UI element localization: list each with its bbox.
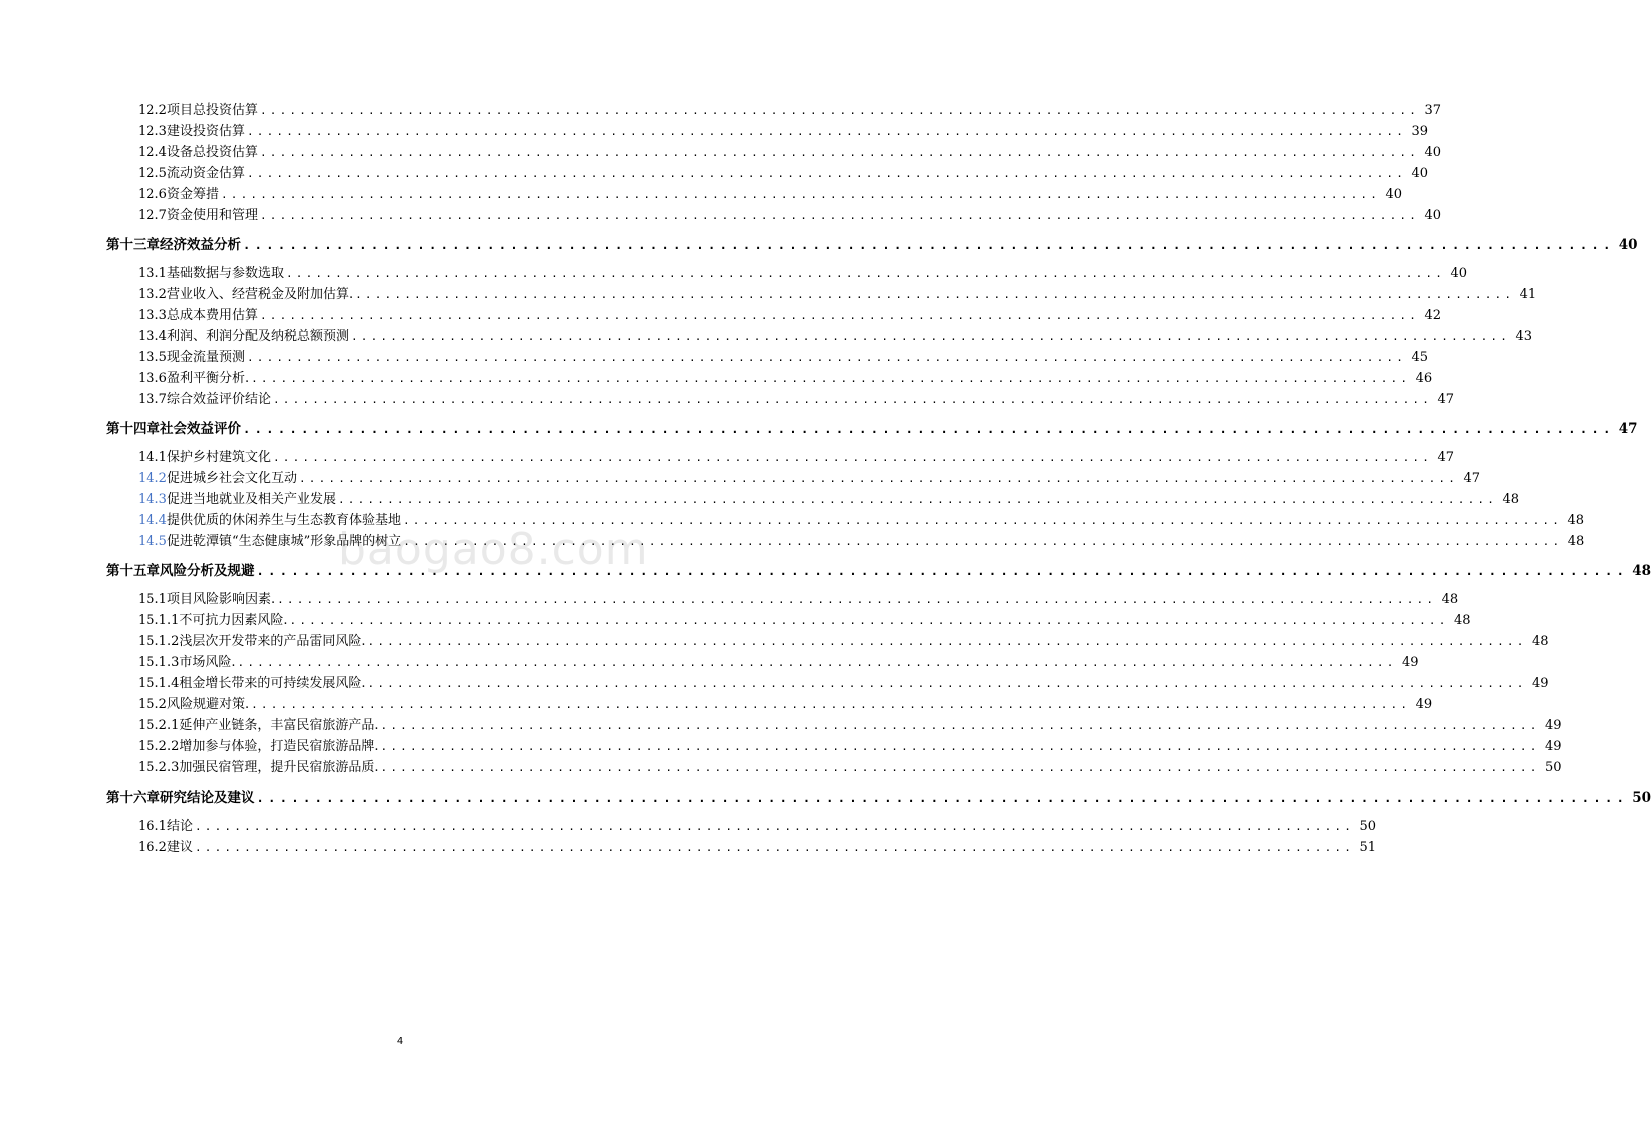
toc-entry-title: 延伸产业链条，丰富民宿旅游产品. [179, 718, 379, 733]
toc-dot-leader: ...................................................................................................................... [259, 309, 1420, 322]
toc-entry-number: 12.2 [138, 103, 167, 118]
toc-dot-leader: ...................................................................................................................... [259, 146, 1420, 159]
toc-section-entry[interactable] [138, 99, 1442, 118]
toc-section-entry[interactable] [138, 325, 1533, 344]
toc-entry-title: 租金增长带来的可持续发展风险. [179, 676, 366, 691]
toc-section-entry[interactable] [138, 120, 1429, 139]
toc-dot-leader: ...................................................................................................................... [243, 238, 1615, 252]
toc-entry-page: 48 [1454, 613, 1471, 628]
toc-entry-number: 15.2.3 [138, 760, 180, 775]
toc-entry-page: 45 [1411, 350, 1429, 365]
toc-dot-leader: ...................................................................................................................... [272, 393, 1433, 406]
toc-entry-number: 16.2 [138, 840, 167, 855]
watermark: baogao8.com [338, 524, 649, 575]
toc-section-entry[interactable] [138, 283, 1537, 302]
toc-dot-leader: ...................................................................................................................... [298, 472, 1459, 485]
toc-entry-number: 14.1 [138, 450, 167, 465]
toc-entry-number: 14.3 [138, 492, 167, 507]
toc-entry-number: 15.1.1 [138, 613, 180, 628]
toc-entry-title: 社会效益评价 [160, 421, 241, 437]
toc-entry-title: 资金筹措 [166, 187, 219, 202]
toc-section-entry[interactable] [138, 346, 1429, 365]
toc-section-entry[interactable] [138, 630, 1549, 649]
toc-entry-page: 49 [1402, 655, 1419, 670]
toc-section-entry[interactable] [138, 588, 1459, 607]
toc-entry-title: 设备总投资估算 [166, 145, 258, 160]
toc-entry-page: 47 [1437, 450, 1455, 465]
toc-section-entry[interactable] [138, 388, 1455, 407]
toc-entry-title: 促进乾潭镇“生态健康城”形象品牌的树立 [166, 534, 402, 549]
toc-entry-title: 不可抗力因素风险. [179, 613, 288, 628]
toc-entry-number: 15.1.4 [138, 676, 180, 691]
toc-dot-leader: ...................................................................................................................... [194, 841, 1355, 854]
toc-dot-leader: ...................................................................................................................... [246, 167, 1407, 180]
toc-entry-number: 13.1 [138, 266, 167, 281]
toc-dot-leader: ...................................................................................................................... [285, 267, 1446, 280]
toc-entry-page: 40 [1424, 145, 1442, 160]
toc-section-entry[interactable] [138, 836, 1377, 855]
toc-entry-page: 39 [1411, 124, 1429, 139]
toc-chapter-entry[interactable] [106, 559, 1651, 579]
toc-dot-leader: ...................................................................................................................... [367, 677, 1527, 690]
toc-section-entry[interactable] [138, 530, 1585, 549]
toc-entry-page: 48 [1632, 563, 1651, 579]
toc-section-entry[interactable] [138, 509, 1585, 528]
toc-entry-page: 40 [1618, 237, 1638, 253]
toc-entry-number: 13.3 [138, 308, 167, 323]
toc-section-entry[interactable] [138, 446, 1455, 465]
toc-entry-title: 利润、利润分配及纳税总额预测 [166, 329, 349, 344]
toc-entry-title: 综合效益评价结论 [166, 392, 271, 407]
toc-entry-title: 经济效益分析 [160, 237, 241, 253]
toc-entry-page: 40 [1385, 187, 1403, 202]
toc-entry-title: 建设投资估算 [166, 124, 245, 139]
toc-section-entry[interactable] [138, 609, 1471, 628]
toc-entry-title: 结论 [166, 819, 193, 834]
toc-entry-number: 15.1.2 [138, 634, 180, 649]
toc-entry-title: 促进当地就业及相关产业发展 [166, 492, 336, 507]
toc-entry-number: 12.4 [138, 145, 167, 160]
toc-dot-leader: ...................................................................................................................... [220, 188, 1381, 201]
toc-section-entry[interactable] [138, 304, 1442, 323]
toc-entry-title: 增加参与体验，打造民宿旅游品牌. [179, 739, 379, 754]
toc-entry-number: 15.1.3 [138, 655, 180, 670]
toc-entry-page: 37 [1424, 103, 1442, 118]
toc-dot-leader: ...................................................................................................................... [251, 698, 1411, 711]
toc-entry-number: 第十六章 [106, 790, 160, 806]
toc-entry-number: 12.7 [138, 208, 167, 223]
toc-entry-title: 研究结论及建议 [160, 790, 255, 806]
toc-dot-leader: ...................................................................................................................... [243, 422, 1615, 436]
toc-entry-page: 49 [1415, 697, 1433, 712]
toc-dot-leader: ...................................................................................................................... [380, 740, 1540, 753]
toc-entry-title: 营业收入、经营税金及附加估算. [166, 287, 354, 302]
toc-dot-leader: ...................................................................................................................... [237, 656, 1397, 669]
toc-dot-leader: ...................................................................................................................... [259, 104, 1420, 117]
toc-entry-number: 13.4 [138, 329, 167, 344]
toc-dot-leader: ...................................................................................................................... [277, 593, 1437, 606]
toc-entry-page: 46 [1415, 371, 1433, 386]
toc-entry-page: 40 [1411, 166, 1429, 181]
toc-entry-number: 13.7 [138, 392, 167, 407]
toc-section-entry[interactable] [138, 367, 1433, 386]
toc-section-entry[interactable] [138, 488, 1520, 507]
toc-entry-number: 13.5 [138, 350, 167, 365]
toc-section-entry[interactable] [138, 162, 1429, 181]
toc-entry-title: 市场风险. [179, 655, 236, 670]
toc-entry-page: 48 [1567, 534, 1585, 549]
toc-entry-title: 项目风险影响因素. [166, 592, 276, 607]
toc-entry-title: 项目总投资估算 [166, 103, 258, 118]
toc-dot-leader: ...................................................................................................................... [289, 614, 1449, 627]
toc-entry-title: 提供优质的休闲养生与生态教育体验基地 [166, 513, 401, 528]
toc-chapter-entry[interactable] [106, 233, 1638, 253]
toc-section-entry[interactable] [138, 735, 1562, 754]
toc-dot-leader: ...................................................................................................................... [402, 514, 1563, 527]
toc-section-entry[interactable] [138, 141, 1442, 160]
toc-entry-page: 40 [1424, 208, 1442, 223]
toc-entry-title: 保护乡村建筑文化 [166, 450, 271, 465]
toc-section-entry[interactable] [138, 714, 1562, 733]
toc-entry-number: 14.5 [138, 534, 167, 549]
toc-dot-leader: ...................................................................................................................... [367, 635, 1527, 648]
toc-dot-leader: ...................................................................................................................... [350, 330, 1511, 343]
toc-dot-leader: ...................................................................................................................... [256, 564, 1629, 578]
toc-dot-leader: ...................................................................................................................... [256, 791, 1629, 805]
toc-dot-leader: ...................................................................................................................... [403, 535, 1563, 548]
toc-dot-leader: ...................................................................................................................... [272, 451, 1433, 464]
toc-entry-page: 51 [1359, 840, 1377, 855]
toc-section-entry[interactable] [138, 183, 1403, 202]
toc-dot-leader: ...................................................................................................................... [251, 372, 1411, 385]
toc-entry-page: 49 [1545, 718, 1562, 733]
toc-section-entry[interactable] [138, 651, 1419, 670]
toc-entry-title: 资金使用和管理 [166, 208, 258, 223]
toc-section-entry[interactable] [138, 756, 1562, 775]
toc-entry-title: 促进城乡社会文化互动 [166, 471, 297, 486]
toc-section-entry[interactable] [138, 467, 1481, 486]
toc-dot-leader: ...................................................................................................................... [246, 125, 1407, 138]
toc-entry-title: 风险规避对策. [166, 697, 250, 712]
toc-entry-number: 15.2.1 [138, 718, 180, 733]
toc-entry-page: 48 [1441, 592, 1459, 607]
toc-entry-page: 47 [1618, 421, 1638, 437]
toc-entry-number: 12.6 [138, 187, 167, 202]
toc-entry-number: 第十五章 [106, 563, 160, 579]
toc-section-entry[interactable] [138, 815, 1377, 834]
toc-entry-page: 50 [1632, 790, 1651, 806]
toc-dot-leader: ...................................................................................................................... [246, 351, 1407, 364]
toc-dot-leader: ...................................................................................................................... [380, 719, 1540, 732]
toc-entry-title: 基础数据与参数选取 [166, 266, 284, 281]
toc-section-entry[interactable] [138, 672, 1549, 691]
toc-dot-leader: ...................................................................................................................... [337, 493, 1498, 506]
toc-entry-title: 总成本费用估算 [166, 308, 258, 323]
toc-entry-page: 40 [1450, 266, 1468, 281]
toc-entry-number: 12.3 [138, 124, 167, 139]
toc-chapter-entry[interactable] [106, 417, 1638, 437]
toc-entry-title: 建议 [166, 840, 193, 855]
toc-entry-number: 14.4 [138, 513, 167, 528]
toc-entry-number: 第十四章 [106, 421, 160, 437]
toc-entry-page: 50 [1545, 760, 1562, 775]
toc-entry-title: 现金流量预测 [166, 350, 245, 365]
toc-entry-page: 48 [1532, 634, 1549, 649]
toc-entry-number: 12.5 [138, 166, 167, 181]
toc-entry-page: 41 [1519, 287, 1537, 302]
toc-entry-page: 47 [1437, 392, 1455, 407]
toc-entry-page: 49 [1545, 739, 1562, 754]
toc-entry-number: 16.1 [138, 819, 167, 834]
toc-entry-page: 47 [1463, 471, 1481, 486]
toc-entry-page: 50 [1359, 819, 1377, 834]
toc-entry-number: 14.2 [138, 471, 167, 486]
toc-dot-leader: ...................................................................................................................... [259, 209, 1420, 222]
toc-section-entry[interactable] [138, 693, 1433, 712]
toc-entry-title: 加强民宿管理，提升民宿旅游品质. [179, 760, 379, 775]
toc-entry-number: 13.6 [138, 371, 167, 386]
toc-dot-leader: ...................................................................................................................... [355, 288, 1515, 301]
toc-entry-number: 13.2 [138, 287, 167, 302]
toc-entry-number: 15.1 [138, 592, 167, 607]
toc-entry-page: 48 [1567, 513, 1585, 528]
toc-entry-title: 风险分析及规避 [160, 563, 255, 579]
page-number: 4 [396, 1036, 404, 1047]
toc-entry-title: 流动资金估算 [166, 166, 245, 181]
toc-entry-title: 盈利平衡分析. [166, 371, 250, 386]
toc-section-entry[interactable] [138, 204, 1442, 223]
toc-entry-number: 15.2.2 [138, 739, 180, 754]
toc-entry-page: 43 [1515, 329, 1533, 344]
toc-entry-number: 第十三章 [106, 237, 160, 253]
toc-entry-page: 42 [1424, 308, 1442, 323]
toc-entry-page: 48 [1502, 492, 1520, 507]
toc-section-entry[interactable] [138, 262, 1468, 281]
toc-entry-title: 浅层次开发带来的产品雷同风险. [179, 634, 366, 649]
toc-entry-number: 15.2 [138, 697, 167, 712]
toc-dot-leader: ...................................................................................................................... [194, 820, 1355, 833]
toc-chapter-entry[interactable] [106, 786, 1651, 806]
toc-dot-leader: ...................................................................................................................... [380, 761, 1540, 774]
toc-entry-page: 49 [1532, 676, 1549, 691]
